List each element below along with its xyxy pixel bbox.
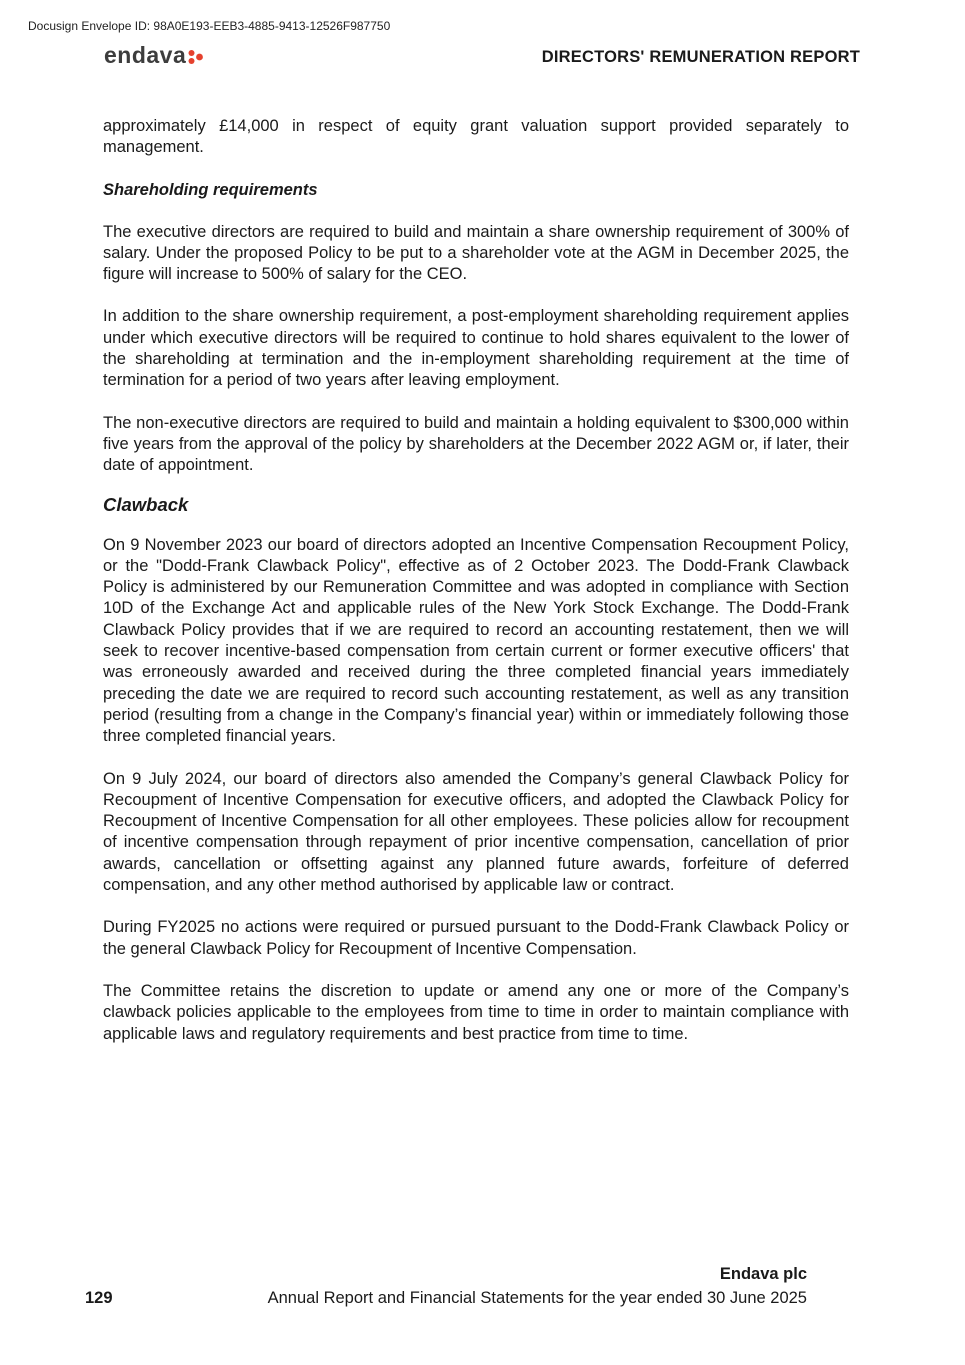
footer-report-title: Annual Report and Financial Statements for the year ended 30 June 2025 [267,1289,807,1307]
shareholding-paragraph-1: The executive directors are required to build and maintain a share ownership requirement of 300% of salary. Under the proposed Policy to be put to a shareholder vote at the AGM in December 2025, the figure will increase to 500% of salary for the CEO. [103,222,849,284]
page-content [103,116,849,1066]
clawback-heading: Clawback [103,493,189,515]
clawback-paragraph-4: The Committee retains the discretion to update or amend any one or more of the Company’s clawback policies applicable to the employees from time to time in order to maintain compliance with applicable laws and regulatory requirements and best practice from time to time. [103,981,849,1043]
clawback-paragraph-3: During FY2025 no actions were required or pursued pursuant to the Dodd-Frank Clawback Policy or the general Clawback Policy for Recoupment of Incentive Compensation. [103,918,849,958]
logo-mark-icon [188,49,204,65]
footer-company-name: Endava plc [719,1265,807,1283]
intro-paragraph: approximately £14,000 in respect of equity grant valuation support provided separately to management. [103,117,849,157]
page-number: 129 [85,1289,113,1307]
clawback-paragraph-2: On 9 July 2024, our board of directors also amended the Company’s general Clawback Policy for Recoupment of Incentive Compensation for executive officers, and adopted the Clawback Policy for Recoupment of Incentive Compensation for all other employees. These policies allow for recoupment of incentive compensation through repayment of prior incentive compensation, cancellation of prior awards, cancellation or offsetting against any planned future awards, forfeiture of deferred compensation, and any other method authorised by applicable law or contract. [103,769,849,895]
shareholding-paragraph-2: In addition to the share ownership requirement, a post-employment shareholding requirement applies under which executive directors will be required to continue to hold shares equivalent to the lower of the shareholding at termination and the in-employment shareholding requirement at the time of termination for a period of two years after leaving employment. [103,307,849,390]
clawback-paragraph-1: On 9 November 2023 our board of directors adopted an Incentive Compensation Recoupment Policy, or the "Dodd-Frank Clawback Policy", effective as of 2 October 2023. The Dodd-Frank Clawback Policy is administered by our Remuneration Committee and was adopted in compliance with Section 10D of the Exchange Act and applicable rules of the New York Stock Exchange. The Dodd-Frank Clawback Policy provides that if we are required to record an accounting restatement, then we will seek to recover incentive-based compensation from certain current or former executive officers' that was erroneously awarded and received during the three completed financial years immediately preceding the date we are required to record such accounting restatement, as well as any transition period (resulting from a change in the Company’s financial year) within or immediately following those three completed financial years. [103,535,849,746]
shareholding-heading: Shareholding requirements [103,180,318,199]
report-section-title: DIRECTORS' REMUNERATION REPORT [541,48,860,66]
shareholding-paragraph-3: The non-executive directors are required to build and maintain a holding equivalent to $300,000 within five years from the approval of the policy by shareholders at the December 2022 AGM or, if later, their date of appointment. [103,413,849,475]
endava-logo [104,42,204,69]
docusign-envelope-id: Docusign Envelope ID: 98A0E193-EEB3-4885-9413-12526F987750 [28,19,391,33]
logo-text: endava [104,42,187,68]
